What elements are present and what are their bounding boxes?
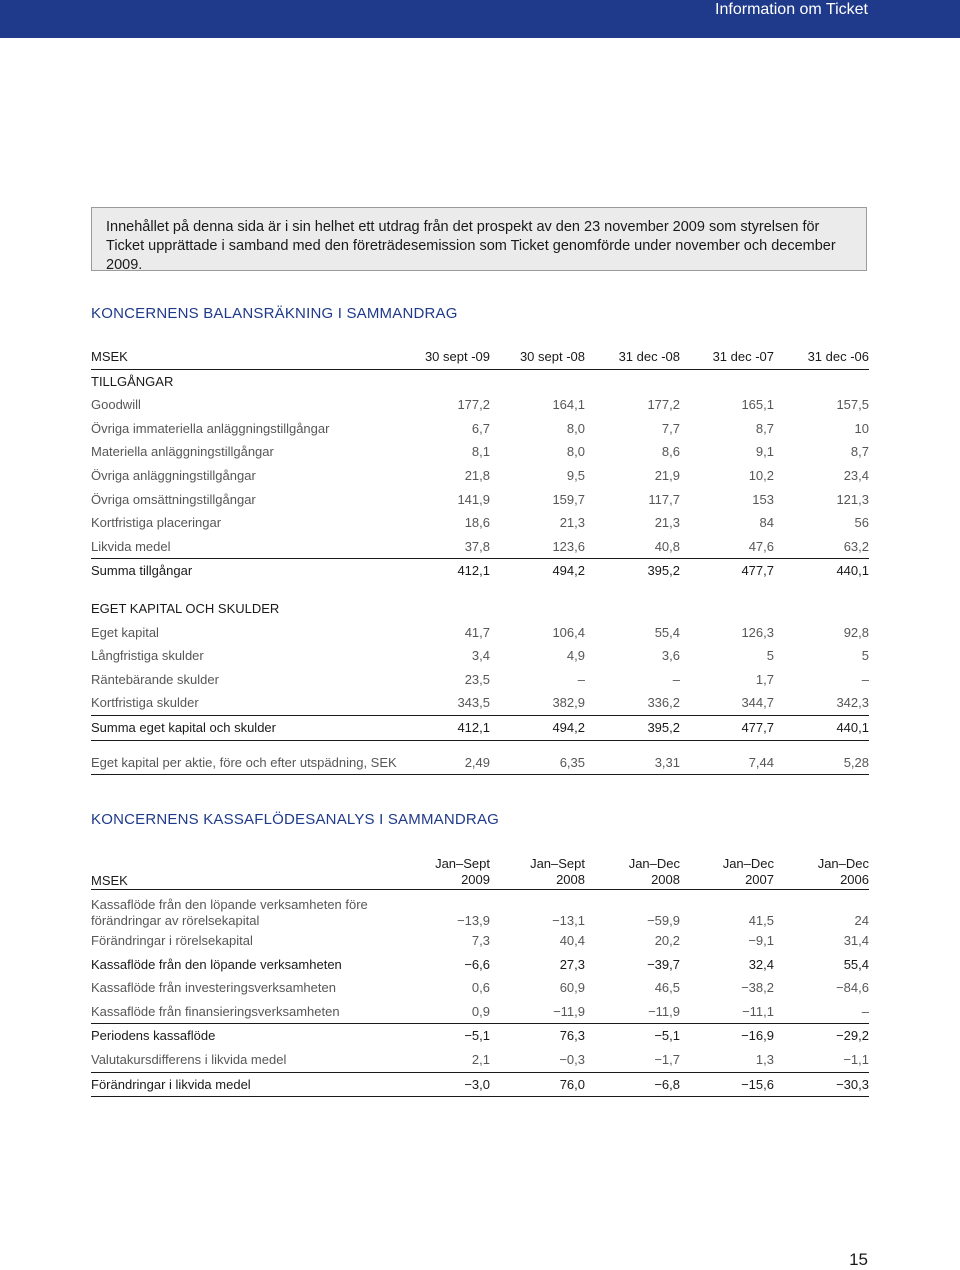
row-label: Långfristiga skulder bbox=[91, 648, 204, 664]
row-label: Övriga omsättningstillgångar bbox=[91, 491, 256, 507]
cell-value: 123,6 bbox=[552, 538, 585, 554]
cell-value: 5,28 bbox=[843, 754, 869, 770]
cell-value: −59,9 bbox=[647, 913, 680, 928]
cell-value: 31,4 bbox=[843, 933, 869, 948]
row-label: Förändringar i likvida medel bbox=[91, 1076, 251, 1092]
cell-value: 37,8 bbox=[464, 538, 490, 554]
row-label: Övriga immateriella anläggningstillgångar bbox=[91, 420, 330, 436]
spacer bbox=[91, 583, 869, 597]
cell-value: −6,6 bbox=[464, 956, 490, 972]
row-label: Eget kapital per aktie, före och efter utspädning, SEK bbox=[91, 754, 397, 770]
table-row bbox=[91, 440, 869, 464]
cashflow-header-row bbox=[91, 853, 869, 890]
cell-value: 24 bbox=[854, 913, 869, 928]
cashflow-col-header bbox=[779, 856, 869, 888]
cell-value: 63,2 bbox=[843, 538, 869, 554]
cell-value: 412,1 bbox=[457, 719, 490, 735]
row-label: Kortfristiga skulder bbox=[91, 695, 199, 711]
row-label: Kassaflöde från finansieringsverksamheten bbox=[91, 1003, 340, 1019]
cell-value: 7,44 bbox=[748, 754, 774, 770]
cell-value: 8,1 bbox=[471, 444, 490, 460]
period-text: Jan–Dec bbox=[628, 856, 680, 871]
cell-value: 126,3 bbox=[741, 624, 774, 640]
table-row bbox=[91, 417, 869, 441]
cell-value: 494,2 bbox=[552, 563, 585, 579]
cell-value: 159,7 bbox=[552, 491, 585, 507]
balance-col-header: 30 sept -09 bbox=[424, 349, 490, 364]
cell-value: – bbox=[577, 671, 585, 687]
row-label: Kortfristiga placeringar bbox=[91, 515, 222, 531]
assets-section-title bbox=[91, 370, 869, 394]
row-label: Summa eget kapital och skulder bbox=[91, 719, 276, 735]
cell-value: −29,2 bbox=[836, 1028, 869, 1044]
cell-value: – bbox=[861, 671, 869, 687]
cell-value: 2,1 bbox=[471, 1051, 490, 1067]
liabilities-section-title bbox=[91, 597, 869, 621]
cell-value: −30,3 bbox=[836, 1076, 869, 1092]
row-label: Summa tillgångar bbox=[91, 563, 193, 579]
cell-value: 9,5 bbox=[566, 467, 585, 483]
liabilities-total-row bbox=[91, 715, 869, 741]
cell-value: 20,2 bbox=[654, 933, 680, 948]
label-line: Kassaflöde från den löpande verksamheten före bbox=[91, 897, 368, 912]
balance-table bbox=[91, 345, 869, 775]
spacer bbox=[91, 741, 869, 751]
cell-value: 494,2 bbox=[552, 719, 585, 735]
table-row bbox=[91, 691, 869, 715]
cell-value: 3,6 bbox=[661, 648, 680, 664]
table-row bbox=[91, 953, 869, 977]
row-label: Övriga anläggningstillgångar bbox=[91, 467, 256, 483]
cashflow-col-header bbox=[684, 856, 774, 888]
table-row bbox=[91, 1048, 869, 1073]
row-label: Goodwill bbox=[91, 397, 141, 413]
cell-value: −11,1 bbox=[742, 1003, 774, 1019]
cell-value: 477,7 bbox=[741, 563, 774, 579]
table-row bbox=[91, 464, 869, 488]
cell-value: 477,7 bbox=[741, 719, 774, 735]
page-number: 15 bbox=[849, 1250, 868, 1269]
cell-value: −84,6 bbox=[836, 980, 869, 996]
cell-value: 21,3 bbox=[654, 515, 680, 531]
top-banner bbox=[0, 0, 960, 38]
cell-value: 32,4 bbox=[748, 956, 774, 972]
assets-total-row bbox=[91, 558, 869, 583]
row-label: Förändringar i rörelsekapital bbox=[91, 933, 253, 948]
cell-value: 27,3 bbox=[559, 956, 585, 972]
cell-value: 121,3 bbox=[836, 491, 869, 507]
cell-value: 7,7 bbox=[661, 420, 680, 436]
cell-value: 8,6 bbox=[661, 444, 680, 460]
period-text: Jan–Dec bbox=[722, 856, 774, 871]
cell-value: 412,1 bbox=[457, 563, 490, 579]
cashflow-first-row bbox=[91, 897, 869, 929]
cell-value: 8,0 bbox=[566, 420, 585, 436]
row-label: Periodens kassaflöde bbox=[91, 1028, 216, 1044]
assets-title-text: TILLGÅNGAR bbox=[91, 373, 174, 389]
cashflow-table bbox=[91, 853, 869, 1097]
cell-value: 177,2 bbox=[457, 397, 490, 413]
table-row bbox=[91, 976, 869, 1000]
cell-value: – bbox=[861, 1003, 869, 1019]
cell-value: 440,1 bbox=[836, 719, 869, 735]
cashflow-rows bbox=[91, 929, 869, 1097]
row-label: Räntebärande skulder bbox=[91, 671, 219, 687]
cashflow-header-label: MSEK bbox=[91, 873, 128, 888]
table-row bbox=[91, 535, 869, 559]
cell-value: 46,5 bbox=[654, 980, 680, 996]
row-label bbox=[91, 897, 368, 929]
cell-value: – bbox=[672, 671, 680, 687]
cell-value: 6,7 bbox=[471, 420, 490, 436]
cell-value: −38,2 bbox=[741, 980, 774, 996]
cell-value: 4,9 bbox=[566, 648, 585, 664]
liabilities-title-text: EGET KAPITAL OCH SKULDER bbox=[91, 600, 280, 616]
cell-value: −0,3 bbox=[559, 1051, 585, 1067]
cell-value: 157,5 bbox=[836, 397, 869, 413]
cashflow-heading: KONCERNENS KASSAFLÖDESANALYS I SAMMANDRAG bbox=[91, 811, 500, 828]
balance-col-header: 30 sept -08 bbox=[519, 349, 585, 364]
cell-value: 106,4 bbox=[552, 624, 585, 640]
cell-value: 10,2 bbox=[748, 467, 774, 483]
table-row bbox=[91, 1024, 869, 1048]
label-line: förändringar av rörelsekapital bbox=[91, 913, 260, 928]
year-text: 2006 bbox=[840, 872, 869, 887]
cell-value: −11,9 bbox=[553, 1003, 585, 1019]
cell-value: 153 bbox=[752, 491, 774, 507]
cell-value: 10 bbox=[854, 420, 869, 436]
cell-value: 40,4 bbox=[559, 933, 585, 948]
cell-value: 395,2 bbox=[647, 719, 680, 735]
cell-value: −6,8 bbox=[654, 1076, 680, 1092]
cell-value: −39,7 bbox=[647, 956, 680, 972]
cell-value: 47,6 bbox=[748, 538, 774, 554]
table-row bbox=[91, 621, 869, 645]
cell-value: −15,6 bbox=[741, 1076, 774, 1092]
cell-value: 9,1 bbox=[755, 444, 774, 460]
cell-value: 55,4 bbox=[654, 624, 680, 640]
row-label: Materiella anläggningstillgångar bbox=[91, 444, 274, 460]
cell-value: 23,5 bbox=[464, 671, 490, 687]
cell-value: 21,9 bbox=[654, 467, 680, 483]
cell-value: 342,3 bbox=[836, 695, 869, 711]
cell-value: 6,35 bbox=[559, 754, 585, 770]
prospectus-notice: Innehållet på denna sida är i sin helhet ett utdrag från det prospekt av den 23 november 2009 som styrelsen för Ticket upprättade i samband med den företrädesemission som Ticket genomförde under november och december 2009. bbox=[91, 207, 867, 271]
table-row bbox=[91, 488, 869, 512]
spacer bbox=[91, 890, 869, 897]
cell-value: 5 bbox=[766, 648, 774, 664]
table-row bbox=[91, 393, 869, 417]
cell-value: 8,7 bbox=[850, 444, 869, 460]
cell-value: 76,0 bbox=[559, 1076, 585, 1092]
cell-value: 56 bbox=[854, 515, 869, 531]
table-row bbox=[91, 511, 869, 535]
cell-value: 41,7 bbox=[464, 624, 490, 640]
cell-value: 92,8 bbox=[843, 624, 869, 640]
cell-value: −3,0 bbox=[464, 1076, 490, 1092]
cell-value: −5,1 bbox=[654, 1028, 680, 1044]
cell-value: −9,1 bbox=[748, 933, 774, 948]
eps-row bbox=[91, 751, 869, 776]
cashflow-col-header bbox=[590, 856, 680, 888]
cashflow-col-header bbox=[495, 856, 585, 888]
period-text: Jan–Sept bbox=[530, 856, 585, 871]
cell-value: 23,4 bbox=[843, 467, 869, 483]
cell-value: −11,9 bbox=[648, 1003, 680, 1019]
cell-value: 8,7 bbox=[755, 420, 774, 436]
table-row bbox=[91, 929, 869, 953]
cell-value: 3,31 bbox=[654, 754, 680, 770]
cell-value: 40,8 bbox=[654, 538, 680, 554]
cell-value: 55,4 bbox=[843, 956, 869, 972]
cell-value: 177,2 bbox=[647, 397, 680, 413]
liabilities-rows bbox=[91, 621, 869, 715]
cell-value: 336,2 bbox=[647, 695, 680, 711]
cell-value: 1,3 bbox=[755, 1051, 774, 1067]
cell-value: 141,9 bbox=[457, 491, 490, 507]
cell-value: −16,9 bbox=[741, 1028, 774, 1044]
cell-value: 0,6 bbox=[471, 980, 490, 996]
cell-value: 60,9 bbox=[559, 980, 585, 996]
cell-value: −13,1 bbox=[552, 913, 585, 928]
cell-value: 344,7 bbox=[741, 695, 774, 711]
section-title: Information om Ticket bbox=[715, 1, 868, 18]
row-label: Kassaflöde från den löpande verksamheten bbox=[91, 956, 342, 972]
balance-header-label: MSEK bbox=[91, 349, 128, 364]
balance-col-header: 31 dec -08 bbox=[618, 349, 680, 364]
period-text: Jan–Dec bbox=[817, 856, 869, 871]
period-text: Jan–Sept bbox=[435, 856, 490, 871]
cell-value: −13,9 bbox=[457, 913, 490, 928]
year-text: 2007 bbox=[745, 872, 774, 887]
cell-value: 1,7 bbox=[755, 671, 774, 687]
balance-heading: KONCERNENS BALANSRÄKNING I SAMMANDRAG bbox=[91, 305, 458, 322]
cell-value: 165,1 bbox=[741, 397, 774, 413]
cell-value: 21,8 bbox=[464, 467, 490, 483]
cell-value: 2,49 bbox=[464, 754, 490, 770]
year-text: 2009 bbox=[461, 872, 490, 887]
cell-value: 76,3 bbox=[559, 1028, 585, 1044]
year-text: 2008 bbox=[651, 872, 680, 887]
cell-value: 21,3 bbox=[559, 515, 585, 531]
cell-value: 117,7 bbox=[648, 491, 680, 507]
table-row bbox=[91, 1000, 869, 1025]
row-label: Valutakursdifferens i likvida medel bbox=[91, 1051, 287, 1067]
cell-value: 3,4 bbox=[471, 648, 490, 664]
cell-value: 5 bbox=[861, 648, 869, 664]
row-label: Kassaflöde från investeringsverksamheten bbox=[91, 980, 336, 996]
balance-col-header: 31 dec -06 bbox=[807, 349, 869, 364]
row-label: Likvida medel bbox=[91, 538, 171, 554]
table-row bbox=[91, 1073, 869, 1098]
cell-value: 7,3 bbox=[471, 933, 490, 948]
cell-value: 8,0 bbox=[566, 444, 585, 460]
table-row bbox=[91, 644, 869, 668]
balance-col-header: 31 dec -07 bbox=[712, 349, 774, 364]
year-text: 2008 bbox=[556, 872, 585, 887]
assets-rows bbox=[91, 393, 869, 558]
cell-value: −5,1 bbox=[464, 1028, 490, 1044]
balance-header-row bbox=[91, 345, 869, 370]
table-row bbox=[91, 668, 869, 692]
cell-value: −1,1 bbox=[843, 1051, 869, 1067]
cashflow-col-header bbox=[400, 856, 490, 888]
cell-value: 0,9 bbox=[471, 1003, 490, 1019]
cell-value: 382,9 bbox=[552, 695, 585, 711]
row-label: Eget kapital bbox=[91, 624, 159, 640]
cell-value: 41,5 bbox=[748, 913, 774, 928]
cell-value: 395,2 bbox=[647, 563, 680, 579]
cell-value: 18,6 bbox=[464, 515, 490, 531]
cell-value: 84 bbox=[759, 515, 774, 531]
cell-value: 440,1 bbox=[836, 563, 869, 579]
cell-value: 164,1 bbox=[552, 397, 585, 413]
cell-value: 343,5 bbox=[457, 695, 490, 711]
cell-value: −1,7 bbox=[654, 1051, 680, 1067]
